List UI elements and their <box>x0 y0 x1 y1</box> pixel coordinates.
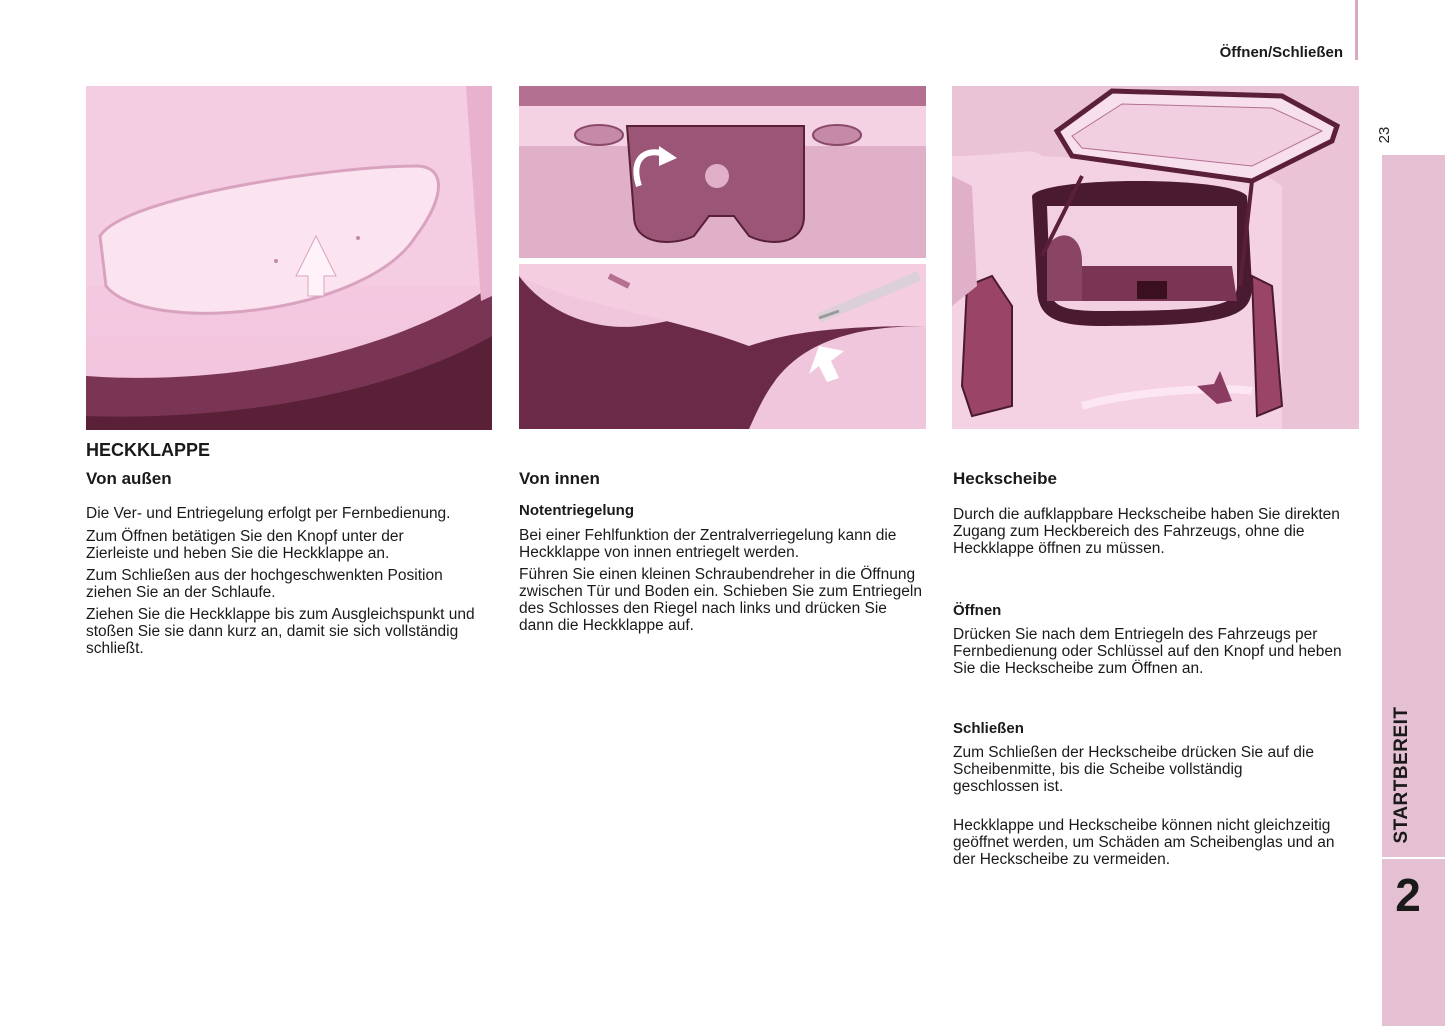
sub-heading-von-innen: Von innen <box>519 469 600 488</box>
tailgate-handle-illustration <box>86 86 492 430</box>
paragraph: Zum Schließen aus der hochgeschwenkten Position ziehen Sie an der Schlaufe. <box>86 567 443 601</box>
minor-heading-notentriegelung: Notentriegelung <box>519 502 634 519</box>
interior-release-illustration <box>519 86 926 429</box>
paragraph: Bei einer Fehlfunktion der Zentralverriegelung kann die Heckklappe von innen entriegelt werden. <box>519 527 897 561</box>
chapter-tab-rule <box>1382 857 1445 859</box>
header-rule <box>1355 0 1358 60</box>
paragraph: Durch die aufklappbare Heckscheibe haben Sie direkten Zugang zum Heckbereich des Fahrzeugs, ohne die Heckklappe öffnen zu müssen. <box>953 506 1340 557</box>
sub-heading-von-aussen: Von außen <box>86 469 172 488</box>
minor-heading-schliessen: Schließen <box>953 720 1024 737</box>
chapter-tab-label: STARTBEREIT <box>1391 706 1412 844</box>
paragraph: Zum Öffnen betätigen Sie den Knopf unter der Zierleiste und heben Sie die Heckklappe an. <box>86 528 404 562</box>
paragraph: Drücken Sie nach dem Entriegeln des Fahrzeugs per Fernbedienung oder Schlüssel auf den Knopf und heben Sie die Heckscheibe zum Öffnen an. <box>953 626 1342 677</box>
paragraph: Ziehen Sie die Heckklappe bis zum Ausgleichspunkt und stoßen Sie sie dann kurz an, damit sie sich vollständig schließt. <box>86 606 475 657</box>
paragraph: Zum Schließen der Heckscheibe drücken Sie auf die Scheibenmitte, bis die Scheibe vollständig geschlossen ist. <box>953 744 1314 795</box>
sub-heading-heckscheibe: Heckscheibe <box>953 469 1057 488</box>
page-number: 23 <box>1376 126 1393 144</box>
section-heading-heckklappe: HECKKLAPPE <box>86 440 211 460</box>
paragraph: Führen Sie einen kleinen Schraubendreher in die Öffnung zwischen Tür und Boden ein. Schieben Sie zum Entriegeln des Schlosses den Riegel nach links und drücken Sie dann die Heckklappe auf. <box>519 566 922 634</box>
rear-window-illustration <box>952 86 1359 429</box>
page-header-title: Öffnen/Schließen <box>1219 44 1343 61</box>
minor-heading-oeffnen: Öffnen <box>953 602 1002 619</box>
chapter-number: 2 <box>1395 869 1421 921</box>
paragraph: Heckklappe und Heckscheibe können nicht gleichzeitig geöffnet werden, um Schäden am Scheibenglas und an der Heckscheibe zu vermeiden. <box>953 817 1335 868</box>
paragraph: Die Ver- und Entriegelung erfolgt per Fernbedienung. <box>86 505 451 522</box>
